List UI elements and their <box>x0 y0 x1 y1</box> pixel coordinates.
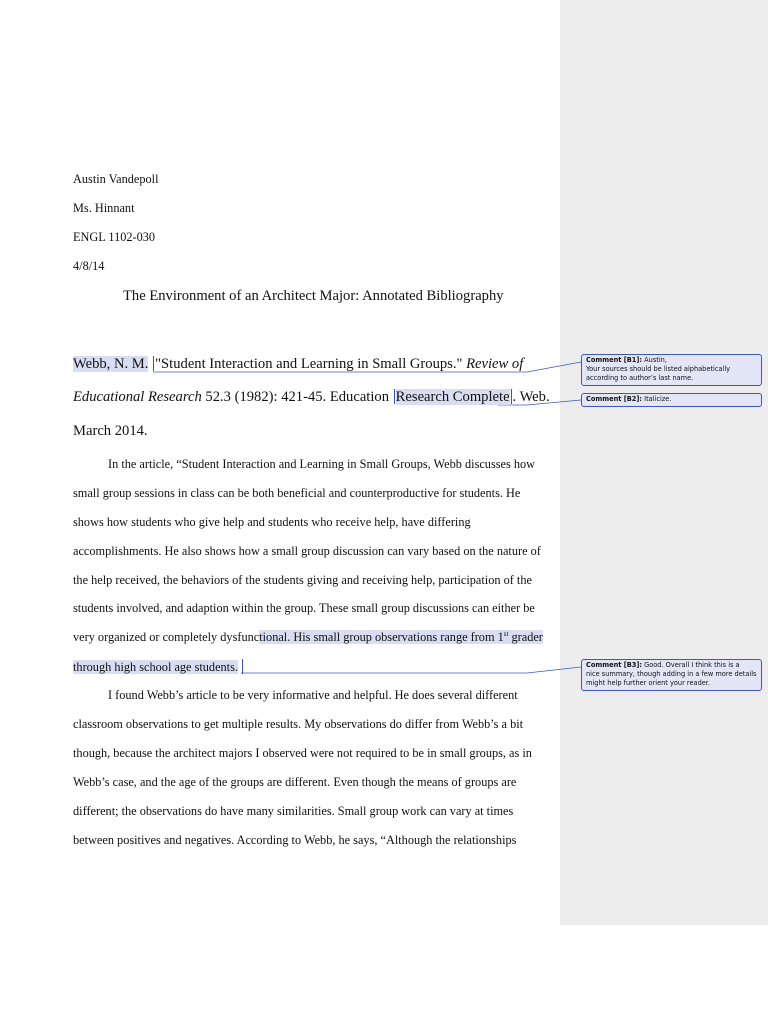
highlight-text-end: grader <box>508 630 543 644</box>
comment-b1[interactable] <box>581 354 762 386</box>
paragraph1-line: accomplishments. He also shows how a small group discussion can vary based on the nature of <box>73 544 541 558</box>
comment-anchor-b1 <box>153 356 154 371</box>
citation-access-date: March 2014. <box>73 423 148 439</box>
comment-text: Austin, <box>644 356 667 364</box>
paragraph2-line: though, because the architect majors I observed were not required to be in small groups, as in <box>73 746 532 760</box>
citation-medium: . Web. <box>512 389 550 405</box>
comment-anchor-b2-end <box>511 389 512 404</box>
comment-label: Comment [B2]: <box>586 395 643 403</box>
comment-anchor-b2 <box>394 389 395 404</box>
paragraph1-line: small group sessions in class can be both beneficial and counterproductive for students. He <box>73 486 521 500</box>
citation-journal-part1: Review of <box>466 356 524 372</box>
paragraph1-line: the help received, the behaviors of the students giving and receiving help, participation of the <box>73 573 532 587</box>
highlight-text: tional. His small group observations range from 1 <box>259 630 504 644</box>
paragraph1-line: students involved, and adaption within the group. These small group discussions can either be <box>73 601 535 615</box>
comment-text: Good. Overall I think this is a <box>644 661 740 669</box>
paragraph1-highlight-end[interactable]: through high school age students. <box>73 660 238 674</box>
paragraph2-line: Webb’s case, and the age of the groups are different. Even though the means of groups are <box>73 775 517 789</box>
citation-line-1[interactable] <box>73 356 523 373</box>
citation-article-title: "Student Interaction and Learning in Small Groups." <box>155 356 463 372</box>
paragraph2-line: different; the observations do have many similarities. Small group work can vary at times <box>73 804 514 818</box>
citation-author[interactable]: Webb, N. M. <box>73 356 149 372</box>
comment-b3[interactable] <box>581 659 762 691</box>
paragraph1-line: In the article, “Student Interaction and Learning in Small Groups, Webb discusses how <box>108 457 536 471</box>
citation-line-2[interactable] <box>73 389 550 406</box>
instructor-name: Ms. Hinnant <box>73 201 135 215</box>
author-name: Austin Vandepoll <box>73 172 159 186</box>
citation-journal-part2: Educational Research <box>73 389 202 405</box>
document-date: 4/8/14 <box>73 259 105 273</box>
comment-margin-pane <box>560 0 768 925</box>
comment-label: Comment [B1]: <box>586 356 643 364</box>
paragraph1-highlight[interactable] <box>259 630 543 644</box>
citation-details: 52.3 (1982): 421-45. Education <box>205 389 390 405</box>
paragraph1-line: shows how students who give help and students who receive help, have differing <box>73 515 471 529</box>
comment-b2[interactable] <box>581 393 762 407</box>
comment-text: Your sources should be listed alphabetically <box>586 365 731 373</box>
citation-database[interactable]: Research Complete <box>395 389 510 405</box>
page-title: The Environment of an Architect Major: Annotated Bibliography <box>123 288 504 304</box>
paragraph1-last-line[interactable] <box>73 659 244 674</box>
comment-label: Comment [B3]: <box>586 661 643 669</box>
paragraph1-pre-highlight: very organized or completely dysfunc <box>73 630 260 644</box>
ordinal-suffix: st <box>503 629 509 638</box>
course-code: ENGL 1102-030 <box>73 230 156 244</box>
paragraph2-line: classroom observations to get multiple results. My observations do differ from Webb’s a bit <box>73 717 524 731</box>
comment-text: Italicize. <box>644 395 672 403</box>
paragraph2-line: between positives and negatives. According to Webb, he says, “Although the relationships <box>73 833 517 847</box>
paragraph2-line: I found Webb’s article to be very informative and helpful. He does several different <box>108 688 518 702</box>
comment-text: nice summary, though adding in a few more details <box>586 670 757 678</box>
paragraph1-highlighted-line[interactable] <box>73 630 543 644</box>
comment-text: according to author’s last name. <box>586 374 694 382</box>
comment-anchor-b3 <box>242 659 243 674</box>
comment-text: might help further orient your reader. <box>586 679 711 687</box>
